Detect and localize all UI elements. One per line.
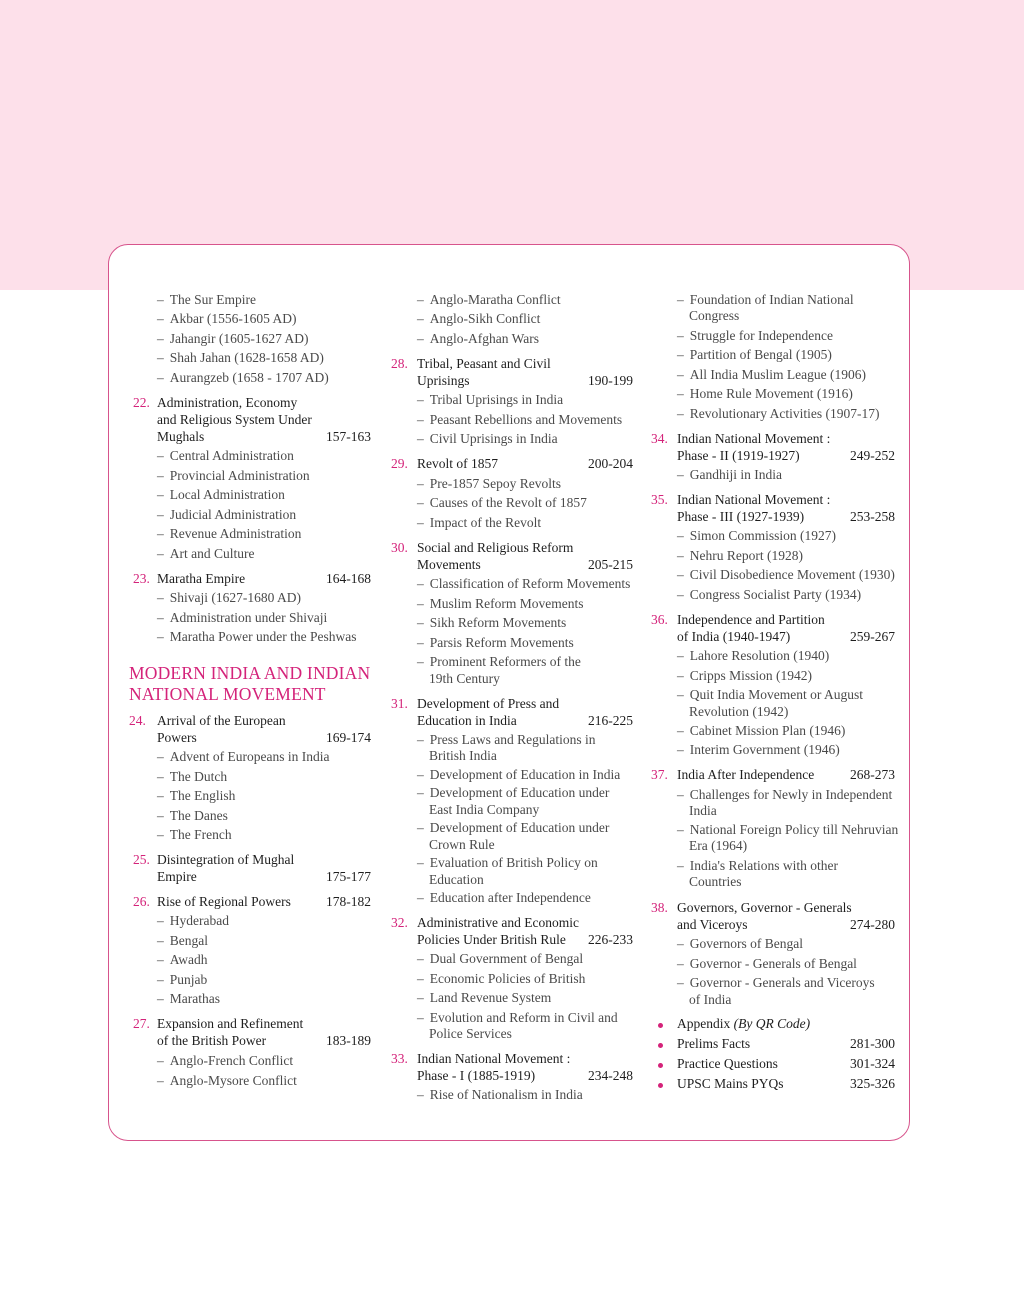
- list-item: – Land Revenue System: [417, 990, 552, 1005]
- extra-entry-title: Practice Questions: [677, 1056, 778, 1071]
- list-item: – Anglo-Mysore Conflict: [157, 1073, 297, 1088]
- page-range: 157-163: [326, 429, 371, 444]
- list-item: – Administration under Shivaji: [157, 610, 328, 625]
- list-item: – Maratha Power under the Peshwas: [157, 629, 357, 644]
- section-number: 34.: [651, 431, 668, 446]
- list-item: – Governor - Generals and Viceroys: [677, 975, 875, 990]
- appendix-entry: Appendix (By QR Code): [677, 1016, 811, 1031]
- list-item: – Civil Uprisings in India: [417, 431, 558, 446]
- section-number: 22.: [133, 395, 150, 410]
- page-range: 253-258: [850, 509, 895, 524]
- section-title: India After Independence: [677, 767, 815, 782]
- section-title: Expansion and Refinement: [157, 1016, 304, 1031]
- page-range: 169-174: [326, 730, 371, 745]
- list-item: – Economic Policies of British: [417, 971, 586, 986]
- list-item: – Development of Education under: [417, 820, 610, 835]
- list-item: – Causes of the Revolt of 1857: [417, 495, 587, 510]
- extra-entry-title: UPSC Mains PYQs: [677, 1076, 784, 1091]
- list-item: – Anglo-Afghan Wars: [417, 331, 540, 346]
- list-item: – Revenue Administration: [157, 526, 302, 541]
- list-item: – Bengal: [157, 933, 208, 948]
- list-item-continued: British India: [429, 748, 497, 763]
- list-item: – Revolutionary Activities (1907-17): [677, 406, 880, 421]
- list-item: – Struggle for Independence: [677, 328, 833, 343]
- section-title: Phase - III (1927-1939): [677, 509, 805, 524]
- bullet-icon: [658, 1043, 663, 1048]
- section-title: Empire: [157, 869, 197, 884]
- section-number: 25.: [133, 852, 150, 867]
- list-item: – Tribal Uprisings in India: [417, 392, 564, 407]
- list-item: – The Sur Empire: [157, 292, 256, 307]
- section-title: Indian National Movement :: [677, 431, 831, 446]
- page-range: 175-177: [326, 869, 371, 884]
- section-title: and Religious System Under: [157, 412, 312, 427]
- list-item-continued: Police Services: [429, 1026, 512, 1041]
- part-heading: MODERN INDIA AND INDIAN: [129, 663, 371, 683]
- list-item: – Prominent Reformers of the: [417, 654, 581, 669]
- page-range: 274-280: [850, 917, 895, 932]
- list-item: – Quit India Movement or August: [677, 687, 863, 702]
- list-item: – Jahangir (1605-1627 AD): [157, 331, 309, 346]
- list-item: – Evolution and Reform in Civil and: [417, 1010, 618, 1025]
- list-item: – Cripps Mission (1942): [677, 668, 813, 683]
- section-title: Development of Press and: [417, 696, 560, 711]
- section-number: 32.: [391, 915, 408, 930]
- list-item: – Partition of Bengal (1905): [677, 347, 832, 362]
- page-range: 164-168: [326, 571, 371, 586]
- list-item: – Congress Socialist Party (1934): [677, 587, 862, 602]
- list-item: – Development of Education under: [417, 785, 610, 800]
- list-item: – Interim Government (1946): [677, 742, 840, 757]
- section-title: Movements: [417, 557, 481, 572]
- section-title: Policies Under British Rule: [417, 932, 566, 947]
- page-range: 190-199: [588, 373, 633, 388]
- list-item: – Marathas: [157, 991, 220, 1006]
- section-title: Powers: [157, 730, 197, 745]
- section-number: 23.: [133, 571, 150, 586]
- section-number: 30.: [391, 540, 408, 555]
- list-item: – Provincial Administration: [157, 468, 310, 483]
- list-item: – Anglo-French Conflict: [157, 1053, 294, 1068]
- list-item: – Hyderabad: [157, 913, 229, 928]
- list-item: – Rise of Nationalism in India: [417, 1087, 583, 1102]
- list-item-continued: 19th Century: [429, 671, 500, 686]
- section-number: 35.: [651, 492, 668, 507]
- list-item: – Central Administration: [157, 448, 294, 463]
- list-item: – National Foreign Policy till Nehruvian: [677, 822, 899, 837]
- section-title: Revolt of 1857: [417, 456, 498, 471]
- list-item: – All India Muslim League (1906): [677, 367, 866, 382]
- list-item: – The Danes: [157, 808, 228, 823]
- section-title: Tribal, Peasant and Civil: [417, 356, 551, 371]
- section-title: Administration, Economy: [157, 395, 298, 410]
- section-number: 33.: [391, 1051, 408, 1066]
- list-item: – Impact of the Revolt: [417, 515, 542, 530]
- section-title: Administrative and Economic: [417, 915, 579, 930]
- list-item: – The French: [157, 827, 232, 842]
- page-range: 234-248: [588, 1068, 633, 1083]
- section-number: 36.: [651, 612, 668, 627]
- section-title: Indian National Movement :: [677, 492, 831, 507]
- section-number: 27.: [133, 1016, 150, 1031]
- page-range: 249-252: [850, 448, 895, 463]
- section-title: of the British Power: [157, 1033, 267, 1048]
- list-item: – Foundation of Indian National: [677, 292, 854, 307]
- list-item: – Awadh: [157, 952, 208, 967]
- list-item: – The Dutch: [157, 769, 228, 784]
- page-range: 259-267: [850, 629, 895, 644]
- list-item-continued: East India Company: [429, 802, 540, 817]
- list-item: – Muslim Reform Movements: [417, 596, 584, 611]
- bullet-icon: [658, 1083, 663, 1088]
- list-item: – Advent of Europeans in India: [157, 749, 330, 764]
- list-item: – Peasant Rebellions and Movements: [417, 412, 623, 427]
- section-title: Uprisings: [417, 373, 470, 388]
- list-item: – Development of Education in India: [417, 767, 621, 782]
- bullet-icon: [658, 1063, 663, 1068]
- list-item: – Akbar (1556-1605 AD): [157, 311, 297, 326]
- list-item: – Parsis Reform Movements: [417, 635, 574, 650]
- section-title: Social and Religious Reform: [417, 540, 574, 555]
- bullet-icon: [658, 1023, 663, 1028]
- list-item: – Lahore Resolution (1940): [677, 648, 830, 663]
- page-range: 325-326: [850, 1076, 895, 1091]
- section-title: Maratha Empire: [157, 571, 246, 586]
- list-item-continued: Congress: [689, 308, 740, 323]
- section-title: Governors, Governor - Generals: [677, 900, 852, 915]
- section-title: of India (1940-1947): [677, 629, 791, 644]
- extra-entry-title: Prelims Facts: [677, 1036, 751, 1051]
- section-title: Independence and Partition: [677, 612, 825, 627]
- section-title: Arrival of the European: [157, 713, 286, 728]
- page-range: 281-300: [850, 1036, 895, 1051]
- page-range: 178-182: [326, 894, 371, 909]
- page-range: 200-204: [588, 456, 633, 471]
- list-item: – Shivaji (1627-1680 AD): [157, 590, 301, 605]
- list-item: – Shah Jahan (1628-1658 AD): [157, 350, 324, 365]
- list-item: – Classification of Reform Movements: [417, 576, 631, 591]
- list-item: – Anglo-Maratha Conflict: [417, 292, 561, 307]
- list-item: – Judicial Administration: [157, 507, 297, 522]
- page-range: 301-324: [850, 1056, 895, 1071]
- section-number: 29.: [391, 456, 408, 471]
- list-item: – Gandhiji in India: [677, 467, 782, 482]
- part-heading: NATIONAL MOVEMENT: [129, 684, 326, 704]
- list-item-continued: Education: [429, 872, 484, 887]
- section-number: 37.: [651, 767, 668, 782]
- list-item-continued: India: [689, 803, 717, 818]
- list-item: – Governors of Bengal: [677, 936, 803, 951]
- section-title: Education in India: [417, 713, 517, 728]
- section-number: 26.: [133, 894, 150, 909]
- page-range: 226-233: [588, 932, 633, 947]
- list-item: – Civil Disobedience Movement (1930): [677, 567, 895, 582]
- list-item-continued: Crown Rule: [429, 837, 495, 852]
- list-item-continued: Revolution (1942): [689, 704, 789, 719]
- list-item: – Challenges for Newly in Independent: [677, 787, 893, 802]
- section-title: Indian National Movement :: [417, 1051, 571, 1066]
- list-item: – Education after Independence: [417, 890, 591, 905]
- list-item: – Press Laws and Regulations in: [417, 732, 596, 747]
- list-item: – Aurangzeb (1658 - 1707 AD): [157, 370, 329, 385]
- list-item: – Cabinet Mission Plan (1946): [677, 723, 846, 738]
- list-item: – Pre-1857 Sepoy Revolts: [417, 476, 561, 491]
- list-item: – Sikh Reform Movements: [417, 615, 567, 630]
- list-item: – Nehru Report (1928): [677, 548, 803, 563]
- list-item-continued: Era (1964): [689, 838, 748, 853]
- section-title: Rise of Regional Powers: [157, 894, 291, 909]
- list-item: – India's Relations with other: [677, 858, 839, 873]
- section-title: Mughals: [157, 429, 205, 444]
- list-item: – Art and Culture: [157, 546, 255, 561]
- section-number: 38.: [651, 900, 668, 915]
- section-title: Phase - I (1885-1919): [417, 1068, 536, 1083]
- page-range: 268-273: [850, 767, 895, 782]
- list-item-continued: of India: [689, 992, 732, 1007]
- list-item: – Dual Government of Bengal: [417, 951, 584, 966]
- section-title: and Viceroys: [677, 917, 748, 932]
- page-range: 205-215: [588, 557, 633, 572]
- list-item: – Punjab: [157, 972, 208, 987]
- page-range: 183-189: [326, 1033, 371, 1048]
- list-item-continued: Countries: [689, 874, 742, 889]
- section-title: Disintegration of Mughal: [157, 852, 295, 867]
- list-item: – Governor - Generals of Bengal: [677, 956, 857, 971]
- list-item: – Simon Commission (1927): [677, 528, 837, 543]
- section-title: Phase - II (1919-1927): [677, 448, 800, 463]
- contents-card: [108, 244, 910, 1141]
- section-number: 28.: [391, 356, 408, 371]
- section-number: 24.: [129, 713, 146, 728]
- list-item: – The English: [157, 788, 236, 803]
- list-item: – Local Administration: [157, 487, 285, 502]
- list-item: – Anglo-Sikh Conflict: [417, 311, 541, 326]
- list-item: – Evaluation of British Policy on: [417, 855, 598, 870]
- list-item: – Home Rule Movement (1916): [677, 386, 853, 401]
- section-number: 31.: [391, 696, 408, 711]
- page-range: 216-225: [588, 713, 633, 728]
